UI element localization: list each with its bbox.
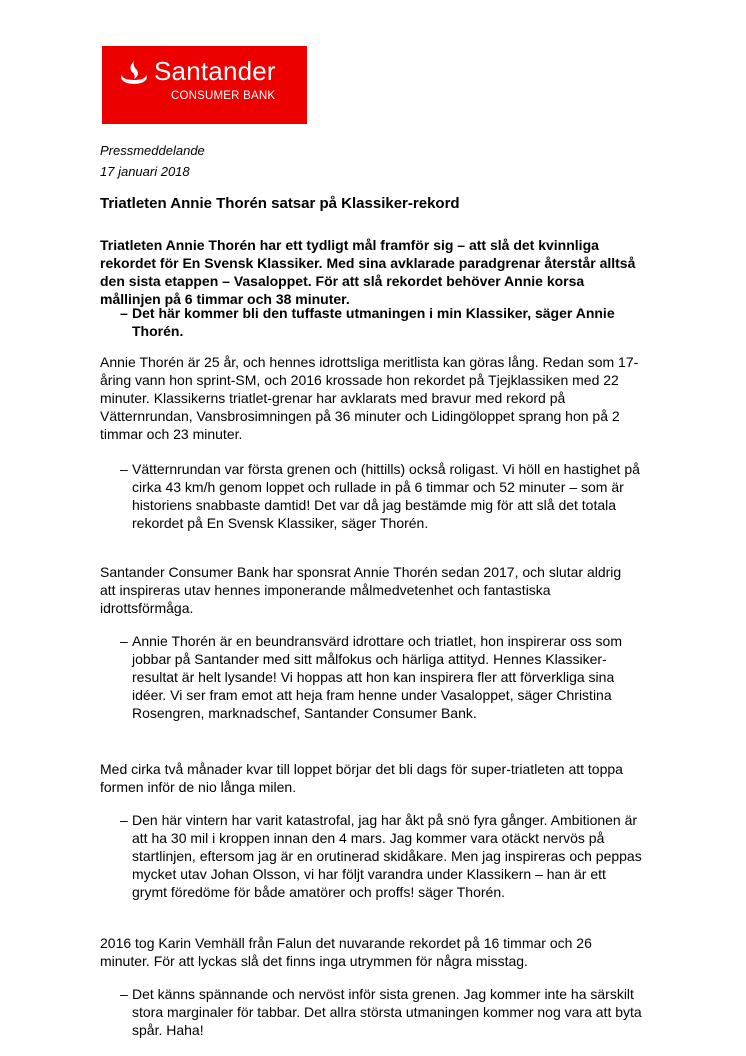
quote-1 [120, 460, 644, 532]
paragraph-4: 2016 tog Karin Vemhäll från Falun det nuvarande rekordet på 16 timmar och 26 minuter. För att lyckas slå det finns inga utrymmen för några misstag. [100, 935, 592, 969]
dash-bullet: – [120, 986, 128, 1002]
dash-bullet: – [120, 305, 128, 321]
document-type: Pressmeddelande [100, 143, 205, 158]
quote-2-text: Annie Thorén är en beundransvärd idrottare och triatlet, hon inspirerar oss som jobbar på Santander med sitt målfokus och härliga attityd. Hennes Klassiker-resultat är helt lysande! Vi hoppas att hon kan inspirera fler att förverkliga sina idéer. Vi ser fram emot att heja fram henne under Vasaloppet, säger Christina Rosengren, marknadschef, Santander Consumer Bank. [132, 633, 623, 721]
quote-1-text: Vätternrundan var första grenen och (hittills) också roligast. Vi höll en hastighet på cirka 43 km/h genom loppet och rullade in på 6 timmar och 52 minuter – som är historiens snabbaste damtid! Det var då jag bestämde mig för att slå det totala rekordet på En Svensk Klassiker, säger Thorén. [132, 461, 640, 531]
quote-3-text: Den här vintern har varit katastrofal, jag har åkt på snö fyra gånger. Ambitionen är att ha 30 mil i kroppen innan den 4 mars. Jag kommer vara otäckt nervös på startlinjen, eftersom jag är en orutinerad skidåkare. Men jag inspireras och peppas mycket utav Johan Olsson, vi har följt varandra under Klassikern – han är ett grymt föredöme för både amatörer och proffs! säger Thorén. [132, 812, 642, 900]
flame-icon [118, 60, 150, 86]
quote-4 [120, 985, 644, 1039]
lead-paragraph: Triatleten Annie Thorén har ett tydligt mål framför sig – att slå det kvinnliga rekordet för En Svensk Klassiker. Med sina avklarade paradgrenar återstår alltså den sista etappen – Vasaloppet. För att slå rekordet behöver Annie korsa mållinjen på 6 timmar och 38 minuter. [100, 237, 636, 307]
quote-4-text: Det känns spännande och nervöst inför sista grenen. Jag kommer inte ha särskilt stora marginaler för tabbar. Det allra största utmaningen kommer nog vara att byta spår. Haha! [132, 986, 642, 1038]
logo-name: Santander [154, 56, 276, 86]
quote-3 [120, 811, 644, 901]
logo-subtitle: CONSUMER BANK [171, 90, 276, 102]
lead-quote [120, 304, 644, 340]
quote-2 [120, 632, 644, 722]
paragraph-2: Santander Consumer Bank har sponsrat Annie Thorén sedan 2017, och slutar aldrig att inspireras utav hennes imponerande målmedvetenhet och fantastiska idrottsförmåga. [100, 564, 622, 616]
dash-bullet: – [120, 812, 128, 828]
document-date: 17 januari 2018 [100, 164, 190, 179]
lead-quote-text: Det här kommer bli den tuffaste utmaningen i min Klassiker, säger Annie Thorén. [132, 305, 615, 339]
paragraph-3: Med cirka två månader kvar till loppet börjar det bli dags för super-triatleten att toppa formen inför de nio långa milen. [100, 761, 623, 795]
paragraph-1: Annie Thorén är 25 år, och hennes idrottsliga meritlista kan göras lång. Redan som 17-åring vann hon sprint-SM, och 2016 krossade hon rekordet på Tjejklassiken med 22 minuter. Klassikerns triatlet-grenar har avklarats med bravur med rekord på Vätternrundan, Vansbrosimningen på 36 minuter och Lidingöloppet sprang hon på 2 timmar och 23 minuter. [100, 354, 639, 442]
santander-logo [102, 46, 307, 124]
page-title: Triatleten Annie Thorén satsar på Klassiker-rekord [100, 195, 460, 212]
dash-bullet: – [120, 461, 128, 477]
dash-bullet: – [120, 633, 128, 649]
